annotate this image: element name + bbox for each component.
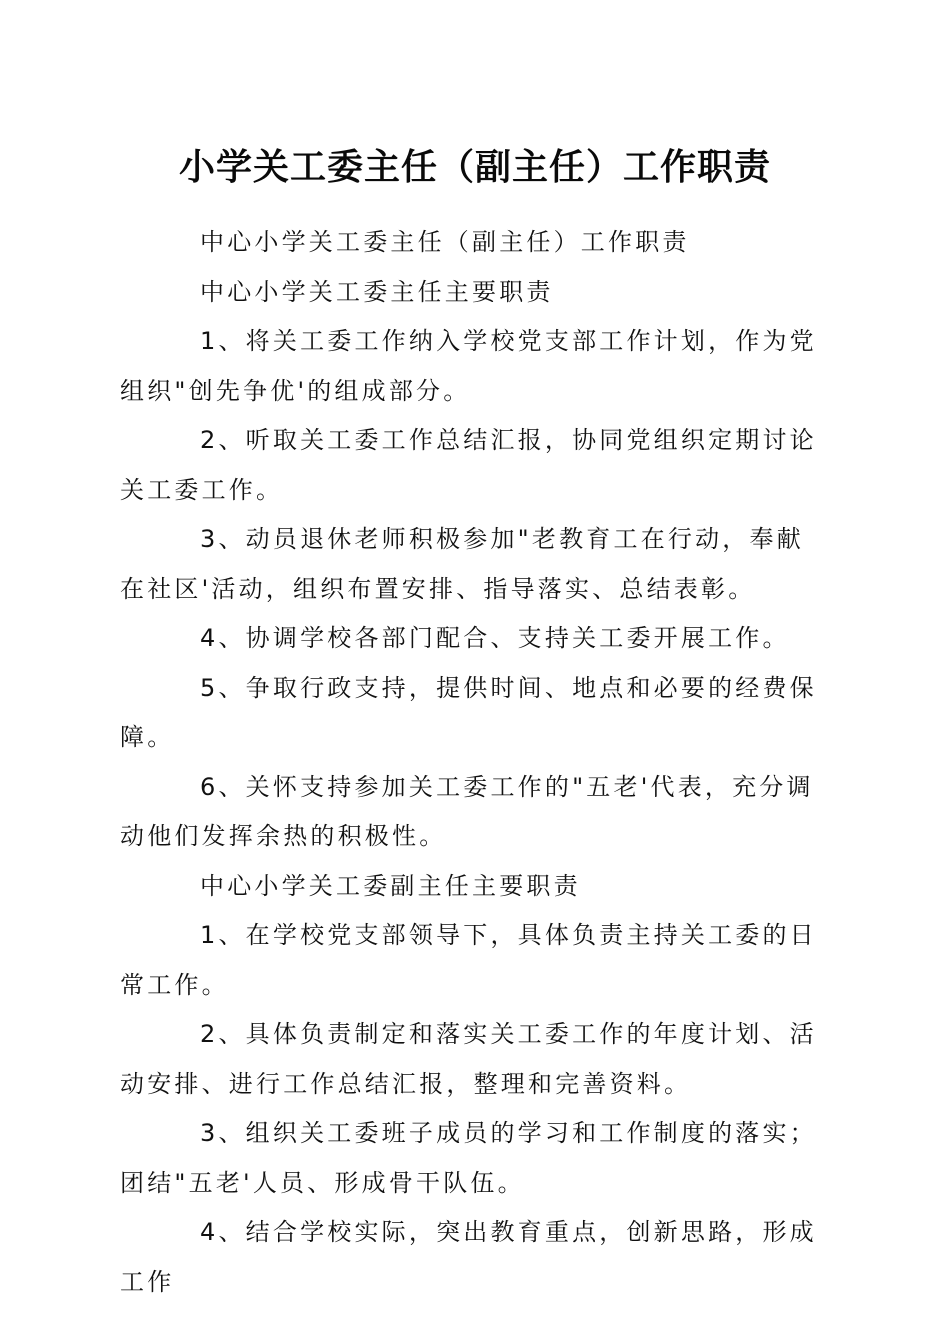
director-duty-5: 5、争取行政支持，提供时间、地点和必要的经费保障。 xyxy=(120,673,817,751)
director-duty-6: 6、关怀支持参加关工委工作的"五老'代表，充分调动他们发挥余热的积极性。 xyxy=(120,772,814,850)
section-heading-deputy: 中心小学关工委副主任主要职责 xyxy=(200,871,581,900)
subtitle-paragraph: 中心小学关工委主任（副主任）工作职责 xyxy=(200,228,690,256)
section-heading-director: 中心小学关工委主任主要职责 xyxy=(200,277,554,306)
document-title: 小学关工委主任（副主任）工作职责 xyxy=(178,146,771,188)
deputy-duty-2: 2、具体负责制定和落实关工委工作的年度计划、活动安排、进行工作总结汇报，整理和完善资料。 xyxy=(120,1020,817,1098)
director-duty-3: 3、动员退休老师积极参加"老教育工在行动，奉献在社区'活动，组织布置安排、指导落实、总结表彰。 xyxy=(120,525,804,603)
deputy-duty-4: 4、结合学校实际，突出教育重点，创新思路，形成工作 xyxy=(120,1218,817,1296)
deputy-duty-3: 3、组织关工委班子成员的学习和工作制度的落实；团结"五老'人员、形成骨干队伍。 xyxy=(120,1119,817,1197)
document-body xyxy=(120,218,824,1307)
director-duty-2: 2、听取关工委工作总结汇报，协同党组织定期讨论关工委工作。 xyxy=(120,426,817,504)
director-duty-1: 1、将关工委工作纳入学校党支部工作计划，作为党组织"创先争优'的组成部分。 xyxy=(120,327,817,405)
director-duty-4: 4、协调学校各部门配合、支持关工委开展工作。 xyxy=(200,624,790,652)
deputy-duty-1: 1、在学校党支部领导下，具体负责主持关工委的日常工作。 xyxy=(120,921,817,999)
